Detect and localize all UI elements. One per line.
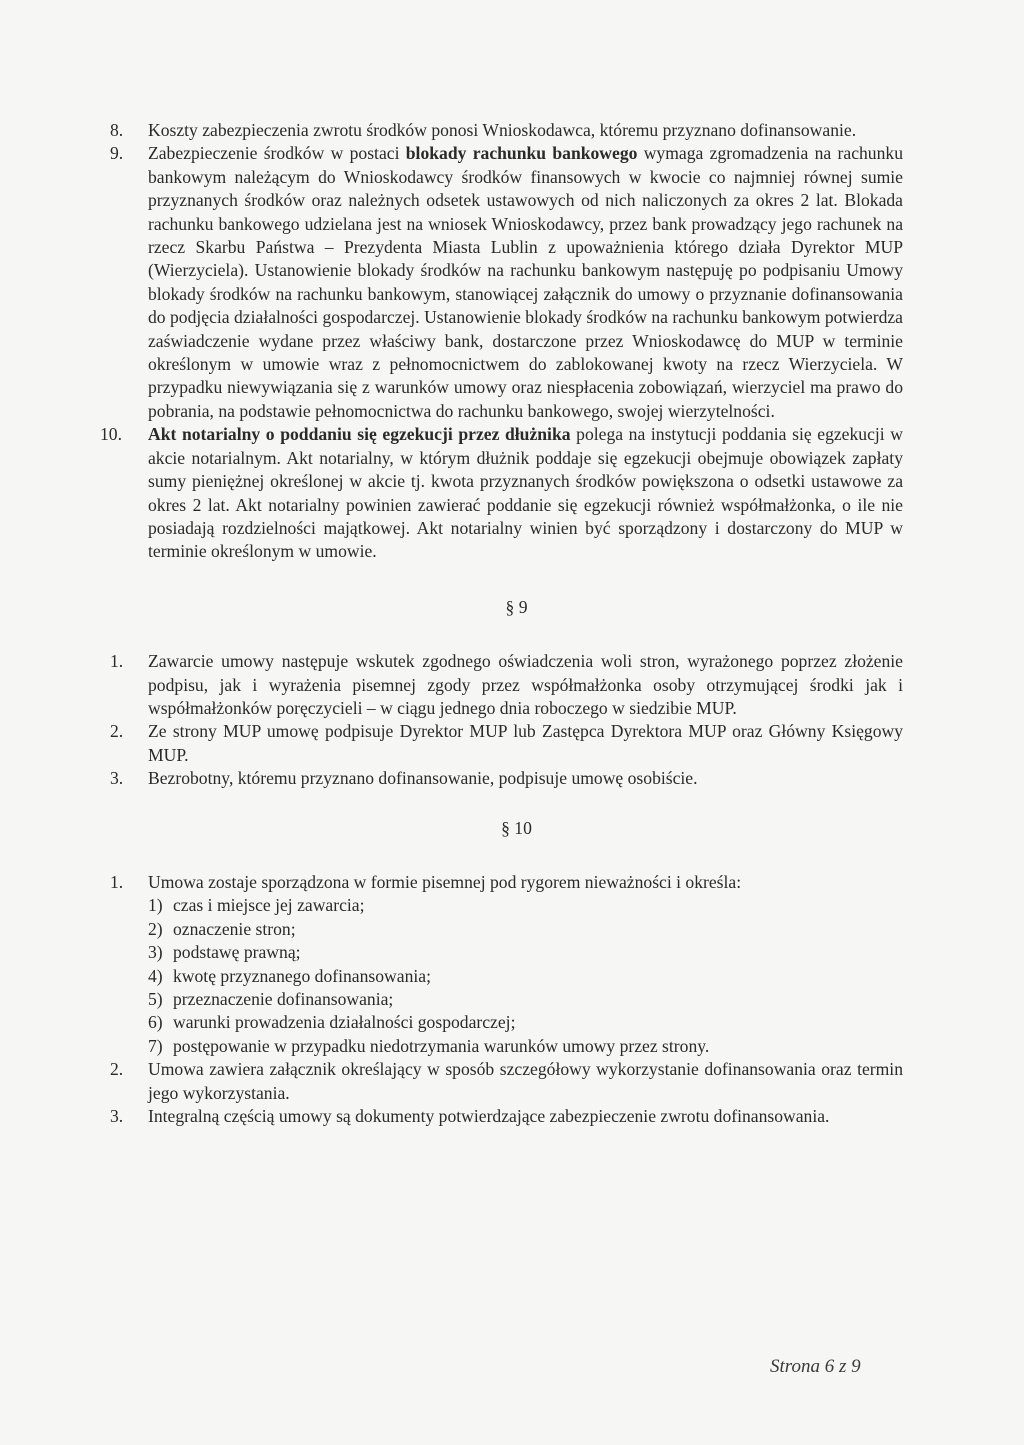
item-number: 8. [110, 120, 124, 140]
sub-item-number: 1) [148, 895, 163, 916]
sub-item-number: 2) [148, 918, 163, 939]
sub-item [148, 1035, 903, 1058]
sub-item-text: podstawę prawną; [173, 942, 301, 963]
item-text-bold: blokady rachunku bankowego [405, 143, 638, 164]
sub-item [148, 894, 903, 917]
s9-item-3 [110, 767, 903, 790]
item-text-post: polega na instytucji poddania się egzekucji w akcie notarialnym. Akt notarialny, w którym dłużnik poddaje się egzekucji obejmuje obowiązek zapłaty sumy pieniężnej określonej w akcie tj. kwota przyznanych środków powiększona o odsetki ustawowe za okres 2 lat. Akt notarialny powinien zawierać poddanie się egzekucji również współmałżonka, o ile nie posiadają rozdzielności majątkowej. Akt notarialny winien być sporządzony i dostarczony do MUP w terminie określonym w umowie. [148, 424, 903, 562]
sub-item-text: warunki prowadzenia działalności gospodarczej; [173, 1012, 516, 1033]
section-heading-10: § 10 [501, 817, 532, 838]
sub-item-number: 4) [148, 965, 163, 986]
item-text [148, 423, 903, 563]
item-text: Integralną częścią umowy są dokumenty potwierdzające zabezpieczenie zwrotu dofinansowania. [148, 1106, 830, 1127]
s9-item-1 [110, 650, 903, 720]
document-body [100, 119, 903, 1128]
item-text: Ze strony MUP umowę podpisuje Dyrektor MUP lub Zastępca Dyrektora MUP oraz Główny Księgowy MUP. [148, 721, 903, 765]
sub-item [148, 1011, 903, 1034]
item-text: Zawarcie umowy następuje wskutek zgodnego oświadczenia woli stron, wyrażonego poprzez złożenie podpisu, jak i wyrażenia pisemnej zgody przez współmałżonka osoby otrzymującej środki jak i współmałżonków poręczycieli – w ciągu jednego dnia roboczego w siedzibie MUP. [148, 651, 903, 718]
item-text: Bezrobotny, któremu przyznano dofinansowanie, podpisuje umowę osobiście. [148, 768, 698, 789]
item-text: Umowa zawiera załącznik określający w sposób szczegółowy wykorzystanie dofinansowania oraz termin jego wykorzystania. [148, 1059, 903, 1103]
sub-item-text: postępowanie w przypadku niedotrzymania warunków umowy przez strony. [173, 1035, 710, 1056]
s9-item-2 [110, 720, 903, 767]
sub-item [148, 965, 903, 988]
item-number: 10. [100, 424, 122, 445]
paragraph-9 [110, 142, 903, 423]
sub-item [148, 988, 903, 1011]
sub-item-text: kwotę przyznanego dofinansowania; [173, 965, 431, 986]
paragraph-10 [100, 423, 903, 563]
item-number: 9. [110, 143, 124, 164]
item-number: 1. [110, 651, 124, 672]
s10-item-1 [110, 871, 903, 1058]
page-number: Strona 6 z 9 [770, 1356, 861, 1377]
item-number: 3. [110, 768, 124, 789]
sub-item-number: 7) [148, 1035, 163, 1056]
sub-item-number: 5) [148, 989, 163, 1009]
section-heading-9: § 9 [505, 596, 528, 617]
sub-item [148, 918, 903, 941]
paragraph-8 [110, 119, 903, 142]
sub-item-number: 3) [148, 942, 163, 963]
item-text: Koszty zabezpieczenia zwrotu środków ponosi Wnioskodawca, któremu przyznano dofinansowanie. [148, 120, 857, 140]
item-text-pre: Zabezpieczenie środków w postaci [148, 143, 406, 164]
item-text-bold: Akt notarialny o poddaniu się egzekucji przez dłużnika [148, 424, 571, 445]
s10-item-2 [110, 1058, 903, 1105]
sub-item-text: przeznaczenie dofinansowania; [173, 989, 394, 1009]
s10-item-3 [110, 1105, 903, 1128]
item-text [148, 142, 903, 423]
item-text: Umowa zostaje sporządzona w formie pisemnej pod rygorem nieważności i określa: [148, 871, 742, 892]
item-number: 3. [110, 1106, 124, 1127]
item-text-post: wymaga zgromadzenia na rachunku bankowym należącym do Wnioskodawcy środków finansowych w kwocie co najmniej równej sumie przyznanych środków oraz należnych odsetek ustawowych od nich naliczonych za okres 2 lat. Blokada rachunku bankowego udzielana jest na wniosek Wnioskodawcy, przez bank prowadzący jego rachunek na rzecz Skarbu Państwa – Prezydenta Miasta Lublin z upoważnienia którego działa Dyrektor MUP (Wierzyciela). Ustanowienie blokady środków na rachunku bankowym następuję po podpisaniu Umowy blokady środków na rachunku bankowym, stanowiącej załącznik do umowy o przyznanie dofinansowania do podjęcia działalności gospodarczej. Ustanowienie blokady środków na rachunku bankowym potwierdza zaświadczenie wydane przez właściwy bank, dostarczone przez Wnioskodawcę do MUP w terminie określonym w umowie wraz z pełnomocnictwem do zablokowanej kwoty na rzecz Wierzyciela. W przypadku niewywiązania się z warunków umowy oraz niespłacenia zobowiązań, wierzyciel ma prawo do pobrania, na podstawie pełnomocnictwa do rachunku bankowego, swojej wierzytelności. [148, 143, 903, 421]
item-content [148, 871, 903, 1058]
sub-item-number: 6) [148, 1012, 163, 1033]
sub-item-text: oznaczenie stron; [173, 918, 296, 939]
item-number: 1. [110, 871, 124, 892]
item-number: 2. [110, 721, 124, 742]
sub-item [148, 941, 903, 964]
item-number: 2. [110, 1059, 124, 1080]
sub-item-text: czas i miejsce jej zawarcia; [173, 895, 365, 916]
